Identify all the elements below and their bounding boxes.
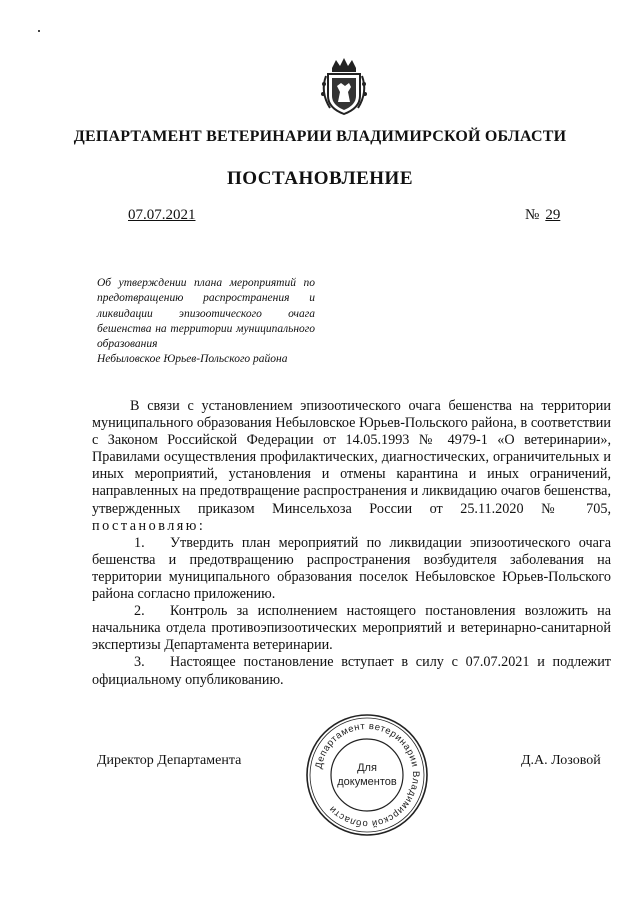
stamp-center-line-1: Для: [357, 762, 377, 774]
decree-item-3: [92, 654, 611, 688]
official-stamp: [303, 711, 431, 839]
subject-block: [97, 276, 315, 368]
item-text: Настоящее постановление вступает в силу с 07.07.2021 и подлежит официальному опубликованию.: [92, 654, 611, 688]
signer-name: Д.А. Лозовой: [521, 753, 601, 768]
subject-line: и ликвидации эпизоотического очага: [97, 292, 315, 320]
subject-line: бешенства на территории: [97, 322, 233, 335]
document-body: [92, 398, 611, 689]
item-text: Утвердить план мероприятий по ликвидации эпизоотического очага бешенства и предотвращению распространения возбудителя заболевания на территории муниципального образования поселок Небыловское Юрьев-Польского района согласно приложению.: [92, 534, 611, 603]
stamp-outer-ring-inner: [310, 718, 424, 832]
decree-word: постановляю:: [92, 517, 206, 534]
scan-speck: [38, 30, 40, 32]
document-number: [525, 207, 560, 224]
decree-item-2: [92, 603, 611, 654]
subject-line: Небыловское Юрьев-Польского района: [97, 353, 288, 366]
item-text: Контроль за исполнением настоящего постановления возложить на начальника отдела противоэпизоотических мероприятий и ветеринарно-санитарной экспертизы Департамента ветеринарии.: [92, 603, 611, 654]
item-number: 2.: [134, 603, 145, 620]
subject-line: Об утверждении плана мероприятий: [97, 277, 296, 289]
stamp-ring-text: Департамент ветеринарии Владимирской области: [313, 720, 422, 830]
document-type: ПОСТАНОВЛЕНИЕ: [226, 168, 414, 189]
item-number: 1.: [134, 534, 145, 551]
decree-item-1: [92, 535, 611, 603]
subject-line: муниципального образования: [97, 322, 316, 351]
signer-position: Директор Департамента: [97, 753, 242, 768]
coat-of-arms-icon: [318, 56, 370, 116]
item-number: 3.: [134, 654, 145, 671]
document-date: 07.07.2021: [128, 207, 196, 223]
number-value: 29: [545, 207, 561, 223]
stamp-center-line-2: документов: [337, 776, 397, 788]
department-title: ДЕПАРТАМЕНТ ВЕТЕРИНАРИИ ВЛАДИМИРСКОЙ ОБЛАСТИ: [73, 128, 567, 145]
intro-text: В связи с установлением эпизоотического очага бешенства на территории муниципального образования Небыловское Юрьев-Польского района, в соответствии с Законом Российской Федерации от 14.05.1993 № 4979-1 «О ветеринарии», Правилами осуществления профилактических, диагностических, ограничительных и иных мероприятий, установления и отмены карантина и иных ограничений, направленных на предотвращение распространения и ликвидацию очагов бешенства, утвержденных приказом Минсельхоза России от 25.11.2020 № 705,: [92, 398, 611, 517]
stamp-outer-ring: [307, 715, 427, 835]
subject-line: по предотвращению распространения: [97, 277, 316, 305]
stamp-inner-ring: [331, 739, 403, 811]
number-label: №: [525, 207, 540, 223]
intro-paragraph: [92, 398, 611, 535]
